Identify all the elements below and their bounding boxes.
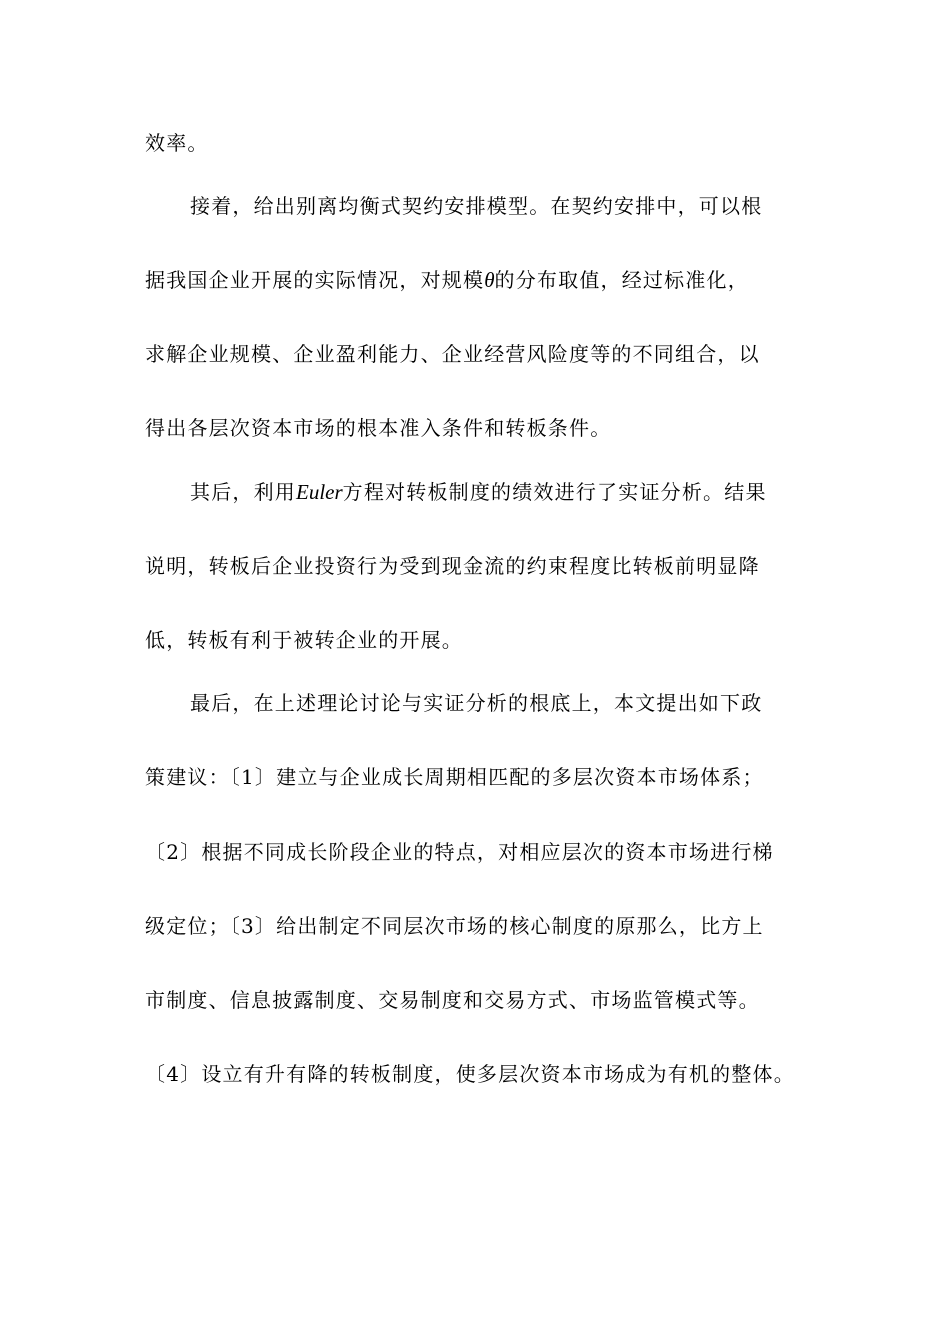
text-line: 〔4〕设立有升有降的转板制度，使多层次资本市场成为有机的整体。 bbox=[145, 1062, 795, 1086]
text-line: 求解企业规模、企业盈利能力、企业经营风险度等的不同组合，以 bbox=[145, 342, 760, 366]
text-line: 说明，转板后企业投资行为受到现金流的约束程度比转板前明显降 bbox=[145, 554, 760, 578]
text-segment: 方程对转板制度的绩效进行了实证分析。结果 bbox=[342, 480, 767, 504]
text-segment: 其后，利用 bbox=[190, 480, 296, 504]
math-symbol: θ bbox=[484, 268, 495, 292]
text-line bbox=[145, 265, 749, 295]
text-line: 接着，给出别离均衡式契约安排模型。在契约安排中，可以根 bbox=[190, 194, 763, 218]
text-line: 市制度、信息披露制度、交易制度和交易方式、市场监管模式等。 bbox=[145, 988, 760, 1012]
text-line: 最后，在上述理论讨论与实证分析的根底上，本文提出如下政 bbox=[190, 691, 763, 715]
text-segment: 据我国企业开展的实际情况，对规模 bbox=[145, 268, 485, 292]
text-line: 级定位；〔3〕给出制定不同层次市场的核心制度的原那么，比方上 bbox=[145, 914, 764, 938]
math-symbol: Euler bbox=[296, 480, 343, 504]
text-line: 低，转板有利于被转企业的开展。 bbox=[145, 628, 463, 652]
text-line: 〔2〕根据不同成长阶段企业的特点，对相应层次的资本市场进行梯 bbox=[145, 840, 774, 864]
text-line: 策建议：〔1〕建立与企业成长周期相匹配的多层次资本市场体系； bbox=[145, 765, 764, 789]
text-line: 效率。 bbox=[145, 131, 209, 155]
text-line bbox=[190, 477, 767, 507]
text-segment: 的分布取值，经过标准化， bbox=[494, 268, 749, 292]
text-line: 得出各层次资本市场的根本准入条件和转板条件。 bbox=[145, 416, 612, 440]
